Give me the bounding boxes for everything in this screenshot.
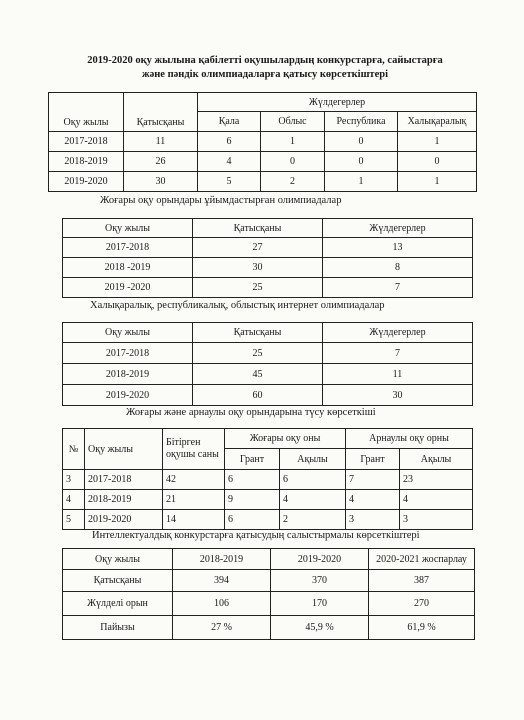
cell-participated: 30: [124, 172, 198, 192]
cell-year: 2019 -2020: [63, 278, 193, 298]
header-city: Қала: [198, 112, 261, 132]
cell-year: 2017-2018: [85, 470, 163, 490]
header-year: Оқу жылы: [85, 429, 163, 470]
document-title: [40, 54, 490, 82]
table-row: [63, 238, 473, 258]
header-region: Облыс: [261, 112, 325, 132]
header-winners: Жүлдегерлер: [198, 93, 477, 112]
table-row: [63, 278, 473, 298]
cell-higher-grant: 9: [225, 490, 280, 510]
cell-number: 5: [63, 510, 85, 530]
cell-participated: 27: [193, 238, 323, 258]
cell-international: 1: [398, 172, 477, 192]
cell-value-1: 27 %: [173, 616, 271, 640]
cell-winners: 30: [323, 385, 473, 406]
cell-year: 2018-2019: [63, 364, 193, 385]
header-number: №: [63, 429, 85, 470]
table-competitions: [48, 92, 477, 192]
table-row: [49, 172, 477, 192]
header-year-1: 2018-2019: [173, 549, 271, 570]
cell-value-2: 45,9 %: [271, 616, 369, 640]
cell-year: 2018-2019: [49, 152, 124, 172]
header-year: Оқу жылы: [63, 323, 193, 343]
cell-value-1: 394: [173, 570, 271, 592]
cell-year: 2018-2019: [85, 490, 163, 510]
table-row: [63, 570, 475, 592]
cell-value-2: 170: [271, 592, 369, 616]
cell-republic: 1: [325, 172, 398, 192]
cell-special-paid: 4: [400, 490, 473, 510]
header-graduates-line-2: оқушы саны: [166, 449, 219, 460]
cell-higher-paid: 2: [280, 510, 346, 530]
cell-participated: 60: [193, 385, 323, 406]
header-winners: Жүлдегерлер: [323, 323, 473, 343]
title-line-1: 2019-2020 оқу жылына қабілетті оқушылардың конкурстарға, сайыстарға: [87, 55, 443, 66]
header-special-education: Арнаулы оқу орны: [346, 429, 473, 449]
header-year: Оқу жылы: [63, 219, 193, 238]
cell-higher-paid: 4: [280, 490, 346, 510]
header-participated: Қатысқаны: [193, 219, 323, 238]
caption-admission: Жоғары және арнаулы оқу орындарына түсу көрсеткіші: [126, 407, 376, 418]
cell-number: 3: [63, 470, 85, 490]
cell-year: 2019-2020: [63, 385, 193, 406]
header-graduates-line-1: Бітірген: [166, 437, 201, 448]
cell-winners: 7: [323, 278, 473, 298]
header-year-3-plan: 2020-2021 жоспарлау: [369, 549, 475, 570]
header-paid: Ақылы: [400, 449, 473, 470]
header-year: Оқу жылы: [49, 93, 124, 132]
cell-number: 4: [63, 490, 85, 510]
cell-city: 5: [198, 172, 261, 192]
cell-winners: 11: [323, 364, 473, 385]
table-row: [63, 490, 473, 510]
cell-label: Пайызы: [63, 616, 173, 640]
cell-participated: 45: [193, 364, 323, 385]
table-row: [63, 364, 473, 385]
header-higher-education: Жоғары оқу оны: [225, 429, 346, 449]
cell-special-grant: 3: [346, 510, 400, 530]
cell-winners: 7: [323, 343, 473, 364]
cell-value-3: 61,9 %: [369, 616, 475, 640]
cell-graduates: 42: [163, 470, 225, 490]
caption-comparative: Интеллектуалдық конкурстарға қатысудың салыстырмалы көрсеткіштері: [92, 530, 420, 541]
cell-winners: 8: [323, 258, 473, 278]
table-row: [49, 132, 477, 152]
title-line-2: және пәндік олимпиадаларға қатысу көрсеткіштері: [141, 69, 389, 80]
table-row: [63, 510, 473, 530]
cell-year: 2017-2018: [49, 132, 124, 152]
header-republic: Республика: [325, 112, 398, 132]
cell-region: 1: [261, 132, 325, 152]
table-university-olympiads: [62, 218, 473, 298]
cell-republic: 0: [325, 132, 398, 152]
header-year-2: 2019-2020: [271, 549, 369, 570]
header-year: Оқу жылы: [63, 549, 173, 570]
cell-participated: 25: [193, 278, 323, 298]
cell-value-3: 387: [369, 570, 475, 592]
cell-special-paid: 3: [400, 510, 473, 530]
table-comparative: [62, 548, 475, 640]
cell-participated: 11: [124, 132, 198, 152]
cell-special-paid: 23: [400, 470, 473, 490]
cell-graduates: 21: [163, 490, 225, 510]
table-row: [63, 616, 475, 640]
header-participated: Қатысқаны: [193, 323, 323, 343]
caption-internet-olympiads: Халықаралық, республикалық, облыстық интернет олимпиадалар: [90, 300, 385, 311]
cell-year: 2017-2018: [63, 238, 193, 258]
cell-value-1: 106: [173, 592, 271, 616]
cell-higher-paid: 6: [280, 470, 346, 490]
table-row: [63, 470, 473, 490]
cell-winners: 13: [323, 238, 473, 258]
table-internet-olympiads: [62, 322, 473, 406]
cell-graduates: 14: [163, 510, 225, 530]
cell-republic: 0: [325, 152, 398, 172]
cell-year: 2017-2018: [63, 343, 193, 364]
table-row: [63, 258, 473, 278]
header-graduates: [163, 429, 225, 470]
header-grant: Грант: [346, 449, 400, 470]
cell-special-grant: 4: [346, 490, 400, 510]
cell-year: 2018 -2019: [63, 258, 193, 278]
cell-participated: 25: [193, 343, 323, 364]
cell-year: 2019-2020: [85, 510, 163, 530]
cell-special-grant: 7: [346, 470, 400, 490]
cell-participated: 26: [124, 152, 198, 172]
table-row: [63, 343, 473, 364]
cell-higher-grant: 6: [225, 470, 280, 490]
cell-region: 2: [261, 172, 325, 192]
cell-city: 4: [198, 152, 261, 172]
cell-label: Қатысқаны: [63, 570, 173, 592]
header-paid: Ақылы: [280, 449, 346, 470]
cell-international: 1: [398, 132, 477, 152]
table-row: [63, 385, 473, 406]
cell-label: Жүлделі орын: [63, 592, 173, 616]
table-row: [49, 152, 477, 172]
cell-international: 0: [398, 152, 477, 172]
caption-university-olympiads: Жоғары оқу орындары ұйымдастырған олимпиадалар: [100, 195, 342, 206]
header-international: Халықаралық: [398, 112, 477, 132]
table-row: [63, 592, 475, 616]
cell-value-3: 270: [369, 592, 475, 616]
header-winners: Жүлдегерлер: [323, 219, 473, 238]
cell-higher-grant: 6: [225, 510, 280, 530]
cell-participated: 30: [193, 258, 323, 278]
table-admission: [62, 428, 473, 530]
header-participated: Қатысқаны: [124, 93, 198, 132]
cell-year: 2019-2020: [49, 172, 124, 192]
cell-city: 6: [198, 132, 261, 152]
cell-region: 0: [261, 152, 325, 172]
header-grant: Грант: [225, 449, 280, 470]
cell-value-2: 370: [271, 570, 369, 592]
